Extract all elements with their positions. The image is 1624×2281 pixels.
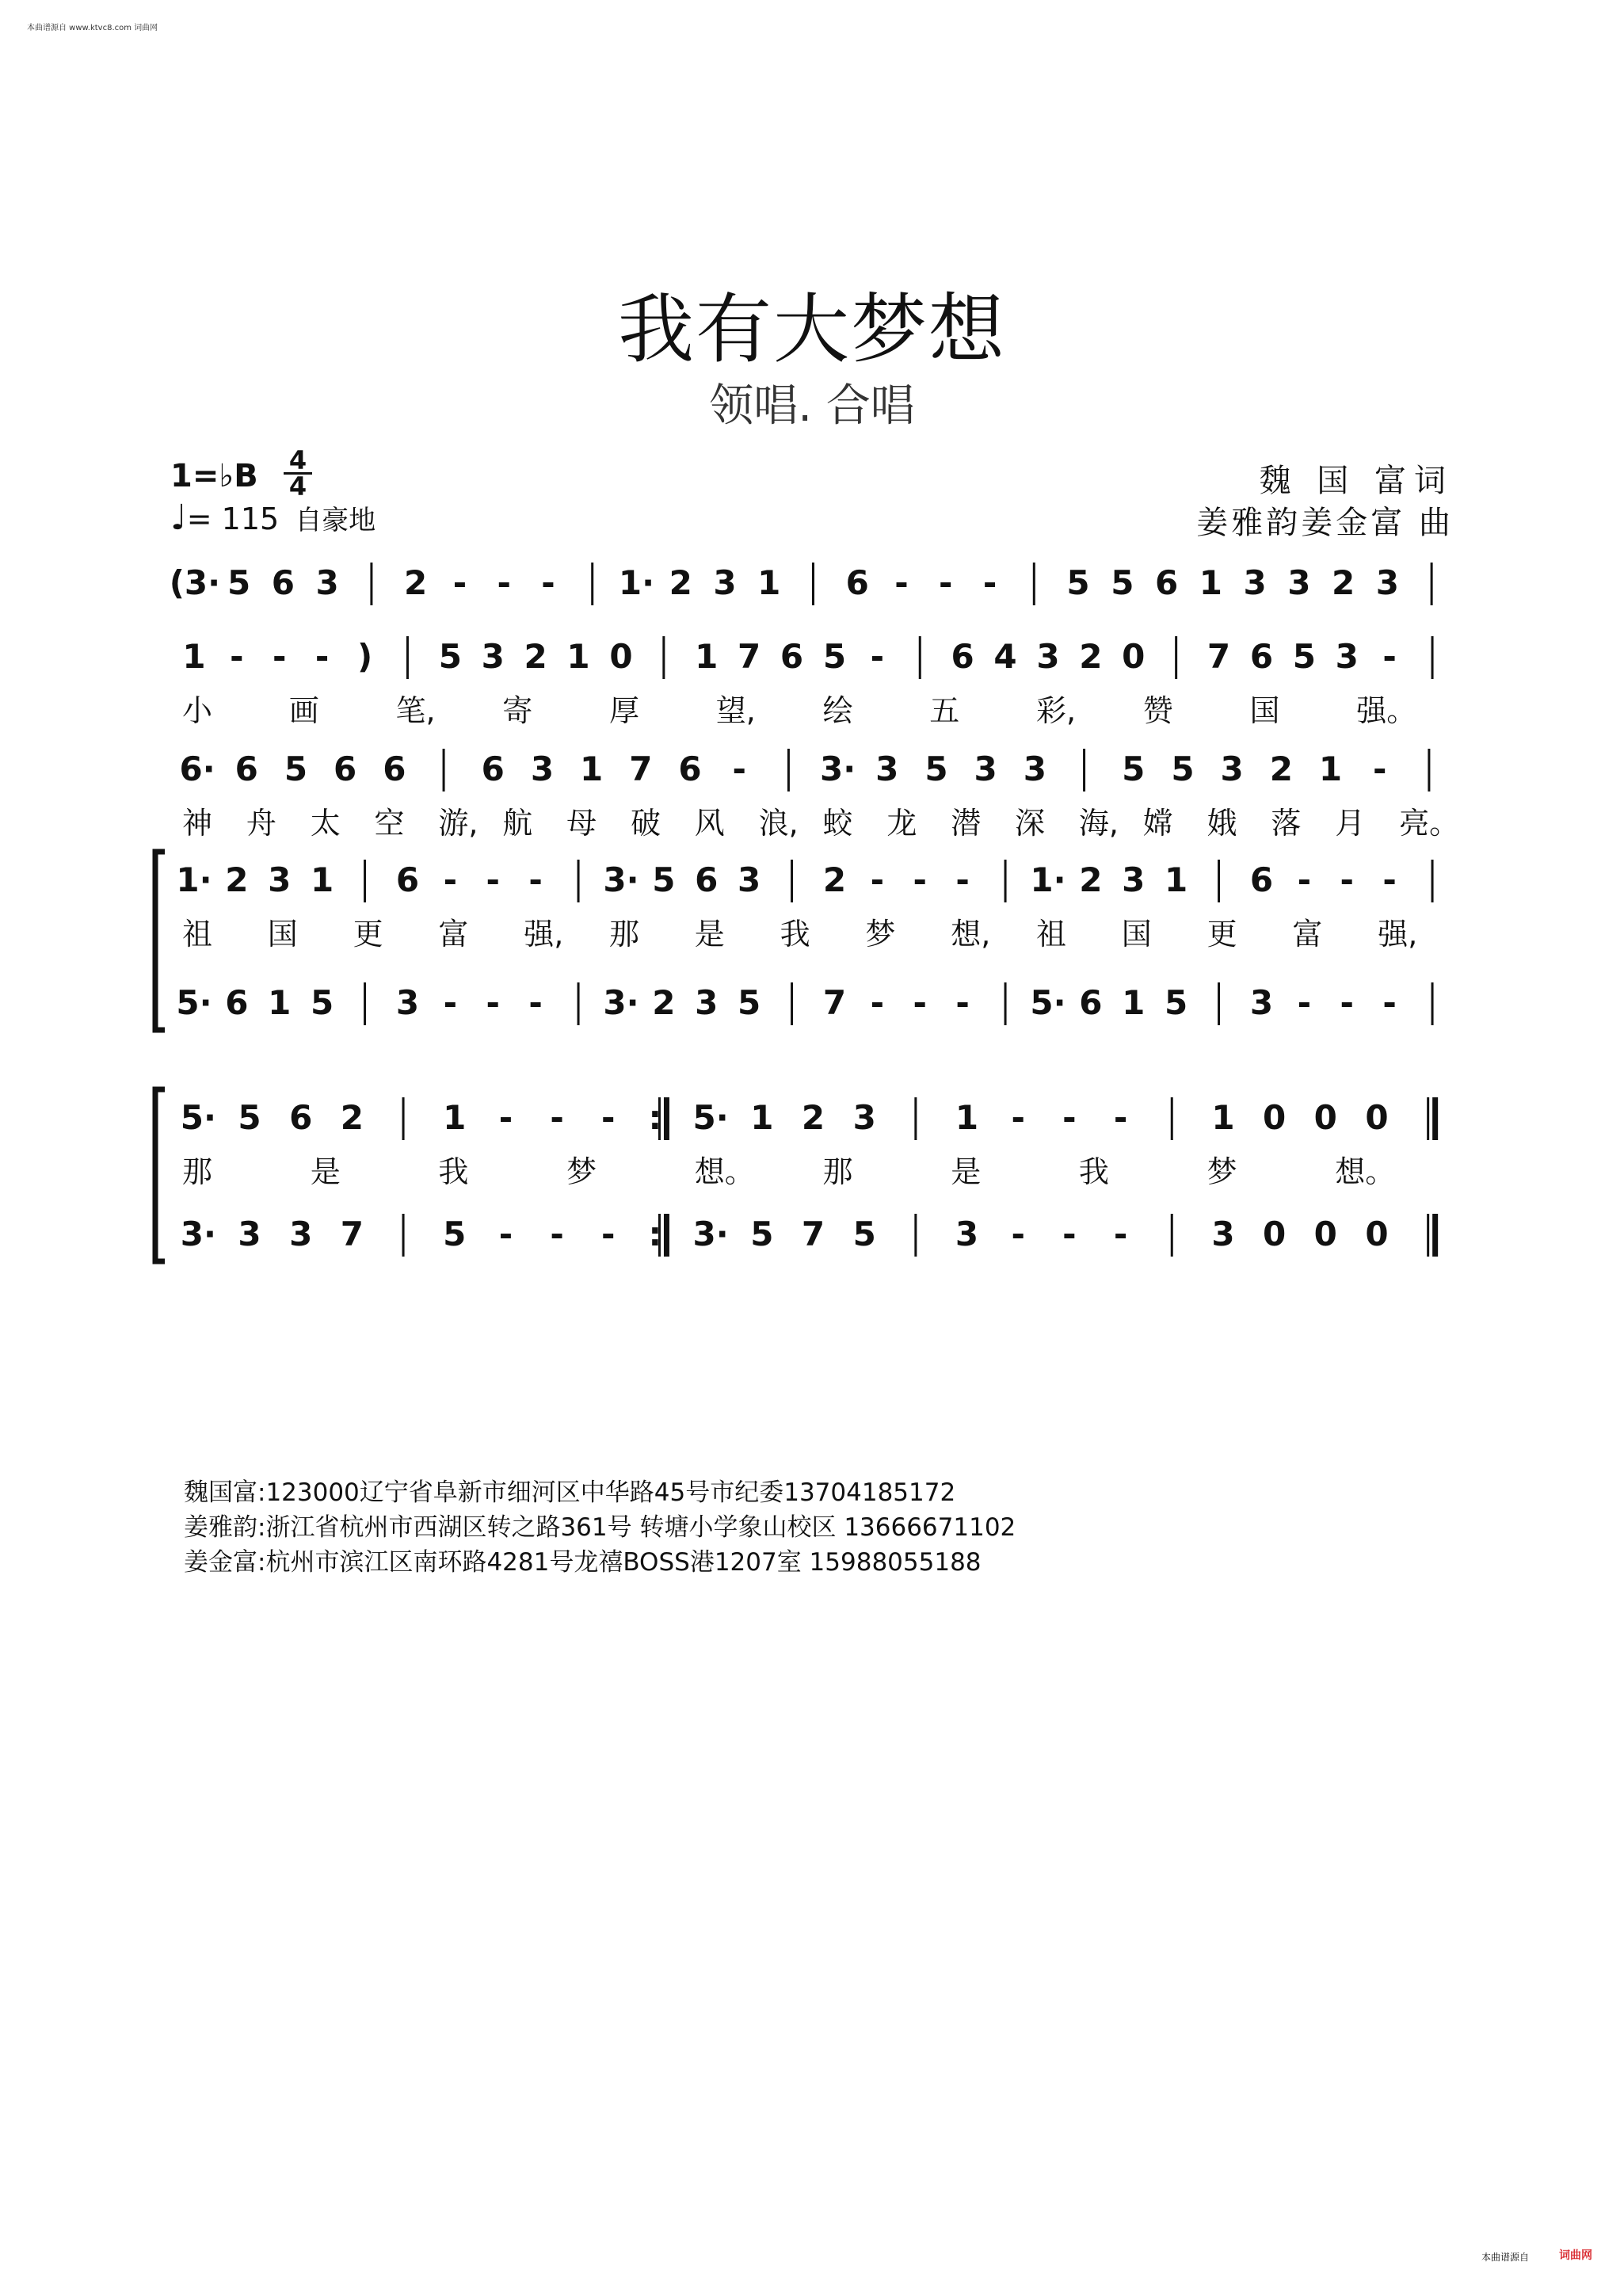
note: - [452, 563, 467, 602]
note: 2 [1079, 860, 1103, 899]
note: 6 [481, 750, 505, 788]
note: 1 [1318, 750, 1343, 788]
lyric-syllable: 破 [630, 806, 661, 841]
lyric-syllable: 落 [1271, 806, 1302, 841]
note: 5 [284, 750, 308, 788]
lyric-syllable: 深 [1015, 806, 1046, 841]
lyric-syllable: 强, [524, 917, 564, 952]
note: 3 [238, 1215, 261, 1253]
note: 5 [238, 1098, 261, 1137]
lyric-syllable: 富 [1292, 917, 1323, 952]
lyric-syllable: 赞 [1142, 693, 1173, 728]
lyric-syllable: 母 [566, 806, 597, 841]
note: - [955, 983, 970, 1022]
lyric-syllable: 我 [1078, 1154, 1109, 1189]
lyric-syllable: 更 [1207, 917, 1237, 952]
contact-block [184, 1475, 1016, 1580]
note: - [1382, 860, 1397, 899]
note: - [939, 563, 953, 602]
note: 5· [176, 983, 212, 1022]
note: 1 [1211, 1098, 1235, 1137]
note: 3 [955, 1215, 979, 1253]
note: 3 [1287, 563, 1311, 602]
note: 1· [176, 860, 212, 899]
note: 3 [1036, 637, 1060, 676]
note: 5 [1165, 983, 1188, 1022]
repeat-dots: : [648, 1215, 662, 1253]
lyric-syllable: 国 [1249, 693, 1280, 728]
lyric-syllable: 风 [694, 806, 725, 841]
note: - [1372, 750, 1387, 788]
lyric-syllable: 海, [1078, 806, 1119, 841]
note: 6 [334, 750, 357, 788]
note: 2 [404, 563, 428, 602]
lyric-syllable: 想, [951, 917, 991, 952]
note: 5· [692, 1098, 729, 1137]
note: 3· [603, 983, 639, 1022]
footer-brand-text: 词曲网 [1559, 2249, 1592, 2262]
lyric-syllable: 梦 [566, 1154, 597, 1189]
note: 3 [713, 563, 737, 602]
note: 0 [1263, 1215, 1287, 1253]
note: - [443, 860, 458, 899]
note: - [498, 1098, 513, 1137]
note: 1 [757, 563, 781, 602]
repeat-dots: : [648, 1098, 662, 1137]
note: 3· [603, 860, 639, 899]
note: 0 [1365, 1215, 1389, 1253]
note: 1 [955, 1098, 979, 1137]
note: 3 [530, 750, 555, 788]
note: - [1297, 860, 1312, 899]
note: 3 [1335, 637, 1359, 676]
note: 2 [225, 860, 249, 899]
lyric-syllable: 神 [182, 806, 213, 841]
note: 5 [1122, 750, 1146, 788]
tempo-mark: 自豪地 [295, 505, 376, 536]
lyric-syllable: 国 [1121, 917, 1152, 952]
lyric-syllable: 我 [780, 917, 810, 952]
note: ) [356, 637, 373, 676]
time-sig-top: 4 [288, 445, 307, 475]
lyric-syllable: 是 [951, 1154, 982, 1189]
note: 2 [652, 983, 676, 1022]
note: - [894, 563, 909, 602]
note: 5 [924, 750, 948, 788]
note: 3 [852, 1098, 876, 1137]
note: 3· [180, 1215, 216, 1253]
note: - [1297, 983, 1312, 1022]
lyric-syllable: 厚 [609, 693, 640, 728]
note: - [1113, 1098, 1128, 1137]
note: 1 [750, 1098, 774, 1137]
note: - [870, 983, 885, 1022]
note: 0 [1263, 1098, 1287, 1137]
note: - [550, 1098, 564, 1137]
note: 6 [951, 637, 974, 676]
lyric-syllable: 亮。 [1399, 806, 1460, 841]
contact-line: 姜金富:杭州市滨江区南环路4281号龙禧BOSS港1207室 15988055188 [184, 1548, 982, 1577]
note: - [315, 637, 330, 676]
lyric-syllable: 舟 [246, 806, 276, 841]
key-text: 1=♭B [170, 458, 258, 494]
lyric-syllable: 彩, [1036, 693, 1077, 728]
note: - [550, 1215, 564, 1253]
note: 5 [852, 1215, 876, 1253]
note: - [1062, 1215, 1077, 1253]
note: 1 [695, 637, 719, 676]
note: - [528, 860, 543, 899]
note: - [1340, 983, 1354, 1022]
lyric-syllable: 小 [182, 693, 213, 728]
note: 2 [340, 1098, 364, 1137]
note: 3 [1211, 1215, 1235, 1253]
lyric-syllable: 游, [438, 806, 478, 841]
note: - [913, 860, 927, 899]
footer-brand [1559, 2247, 1592, 2263]
note: 3· [820, 750, 856, 788]
note: - [273, 637, 287, 676]
note: 1 [580, 750, 604, 788]
time-sig-bottom: 4 [284, 472, 312, 498]
note: 2 [1331, 563, 1355, 602]
lyric-syllable: 蛟 [822, 806, 853, 841]
lyric-syllable: 航 [502, 806, 533, 841]
lyric-syllable: 那 [609, 917, 640, 952]
note: 7 [629, 750, 653, 788]
lyric-syllable: 梦 [865, 917, 896, 952]
note: 2 [1269, 750, 1293, 788]
lyricist-credit: 魏 国 富词 [1259, 463, 1454, 499]
note: - [1340, 860, 1354, 899]
note: 5· [1030, 983, 1066, 1022]
note: 6 [1249, 860, 1274, 899]
lyric-syllable: 月 [1335, 806, 1366, 841]
note: 6 [395, 860, 420, 899]
note: 3 [974, 750, 997, 788]
lyric-syllable: 强, [1378, 917, 1418, 952]
note: 3 [1375, 563, 1399, 602]
lyric-syllable: 笔, [395, 693, 436, 728]
note: 3 [1023, 750, 1046, 788]
note: 2 [669, 563, 692, 602]
quarter-note-icon: ♩ [170, 498, 187, 538]
note: 5 [750, 1215, 774, 1253]
note: - [732, 750, 746, 788]
note: 1 [566, 637, 590, 676]
lyric-syllable: 强。 [1356, 693, 1417, 728]
note: 3 [1249, 983, 1274, 1022]
note: 6 [1079, 983, 1103, 1022]
note: - [1113, 1215, 1128, 1253]
lyric-syllable: 想。 [1335, 1154, 1396, 1189]
note: 3 [1243, 563, 1267, 602]
note: 1 [1165, 860, 1188, 899]
note: 3 [268, 860, 292, 899]
contact-line: 姜雅韵:浙江省杭州市西湖区转之路361号 转塘小学象山校区 13666671102 [184, 1513, 1016, 1542]
note: 5 [1171, 750, 1195, 788]
note: 6· [179, 750, 215, 788]
note: 5 [311, 983, 334, 1022]
note: 6 [845, 563, 869, 602]
note: 5 [1111, 563, 1134, 602]
footer-source: 本曲谱源自 [1481, 2252, 1529, 2263]
lyric-syllable: 望, [715, 693, 756, 728]
note: 6 [1154, 563, 1179, 602]
note: - [1011, 1215, 1025, 1253]
note: 3 [695, 983, 719, 1022]
note: 1 [311, 860, 334, 899]
system-bracket [155, 1089, 165, 1261]
note: - [486, 860, 500, 899]
note: 6 [678, 750, 702, 788]
lyric-syllable: 空 [374, 806, 405, 841]
lyric-syllable: 绘 [822, 693, 853, 728]
note: 5· [180, 1098, 216, 1137]
note: - [601, 1098, 616, 1137]
source-note: 本曲谱源自 www.ktvc8.com 词曲网 [27, 24, 158, 32]
note: 5 [1066, 563, 1090, 602]
note: 3 [875, 750, 899, 788]
score-notation [155, 563, 1459, 1261]
note: 0 [1313, 1215, 1337, 1253]
note: 3 [738, 860, 761, 899]
note: 6 [780, 637, 804, 676]
note: 6 [695, 860, 719, 899]
note: 3 [1122, 860, 1146, 899]
note: 0 [1365, 1098, 1389, 1137]
lyric-syllable: 我 [438, 1154, 469, 1189]
note: 7 [340, 1215, 364, 1253]
system-bracket [155, 852, 165, 1030]
lyric-syllable: 那 [822, 1154, 853, 1189]
note: 5 [822, 637, 847, 676]
note: 1· [618, 563, 655, 602]
note: 2 [1079, 637, 1103, 676]
note: 1 [268, 983, 292, 1022]
lyric-syllable: 寄 [502, 693, 533, 728]
note: 5 [738, 983, 761, 1022]
note: 5 [443, 1215, 467, 1253]
lyric-syllable: 富 [438, 917, 469, 952]
song-title: 我有大梦想 [618, 285, 1006, 374]
lyric-syllable: 祖 [1036, 917, 1067, 952]
note: 1 [443, 1098, 467, 1137]
note: 6 [225, 983, 249, 1022]
note: - [497, 563, 511, 602]
lyric-syllable: 是 [310, 1154, 341, 1189]
tempo-value: = 115 [186, 502, 280, 536]
note: - [230, 637, 244, 676]
lyric-syllable: 嫦 [1142, 806, 1173, 841]
lyric-syllable: 浪, [758, 806, 799, 841]
contact-line: 魏国富:123000辽宁省阜新市细河区中华路45号市纪委13704185172 [184, 1478, 956, 1507]
note: 6 [271, 563, 295, 602]
note: - [601, 1215, 616, 1253]
note: - [982, 563, 997, 602]
lyric-syllable: 龙 [886, 806, 917, 841]
note: - [498, 1215, 513, 1253]
note: - [870, 637, 885, 676]
note: 0 [1313, 1098, 1337, 1137]
composer-credit: 姜雅韵姜金富 曲 [1196, 505, 1454, 541]
note: 5 [438, 637, 462, 676]
lyric-syllable: 娥 [1207, 806, 1237, 841]
lyric-syllable: 那 [182, 1154, 213, 1189]
note: 2 [822, 860, 847, 899]
lyric-syllable: 潜 [951, 806, 982, 841]
note: 1 [1122, 983, 1146, 1022]
note: 5 [1292, 637, 1316, 676]
note: 7 [801, 1215, 825, 1253]
song-subtitle: 领唱. 合唱 [709, 380, 915, 432]
note: 7 [738, 637, 761, 676]
note: 6 [383, 750, 406, 788]
note: (3· [169, 563, 221, 602]
lyric-syllable: 太 [310, 806, 341, 841]
note: 1 [182, 637, 206, 676]
note: 3· [692, 1215, 729, 1253]
note: 3 [315, 563, 339, 602]
note: 2 [524, 637, 547, 676]
note: - [1382, 983, 1397, 1022]
lyric-syllable: 是 [694, 917, 725, 952]
note: 0 [609, 637, 633, 676]
note: 6 [289, 1098, 313, 1137]
note: 1 [1199, 563, 1222, 602]
lyric-syllable: 梦 [1207, 1154, 1237, 1189]
note: - [443, 983, 458, 1022]
lyric-syllable: 想。 [694, 1154, 755, 1189]
lyric-syllable: 五 [929, 693, 960, 728]
note: 3 [1220, 750, 1244, 788]
note: 7 [822, 983, 847, 1022]
note: - [1011, 1098, 1025, 1137]
note: - [870, 860, 885, 899]
note: - [528, 983, 543, 1022]
note: 2 [801, 1098, 825, 1137]
lyric-syllable: 祖 [182, 917, 213, 952]
note: - [1062, 1098, 1077, 1137]
note: 6 [1249, 637, 1274, 676]
note: 6 [234, 750, 258, 788]
note: 1· [1030, 860, 1066, 899]
note: 3 [289, 1215, 313, 1253]
lyric-syllable: 更 [353, 917, 383, 952]
lyric-syllable: 国 [267, 917, 298, 952]
note: - [913, 983, 927, 1022]
note: 0 [1122, 637, 1146, 676]
note: - [486, 983, 500, 1022]
note: - [955, 860, 970, 899]
note: - [1382, 637, 1397, 676]
note: 3 [395, 983, 420, 1022]
note: 4 [993, 637, 1017, 676]
note: 5 [227, 563, 251, 602]
lyric-syllable: 画 [288, 693, 319, 728]
note: 7 [1207, 637, 1231, 676]
note: - [541, 563, 555, 602]
note: 5 [652, 860, 676, 899]
note: 3 [481, 637, 505, 676]
